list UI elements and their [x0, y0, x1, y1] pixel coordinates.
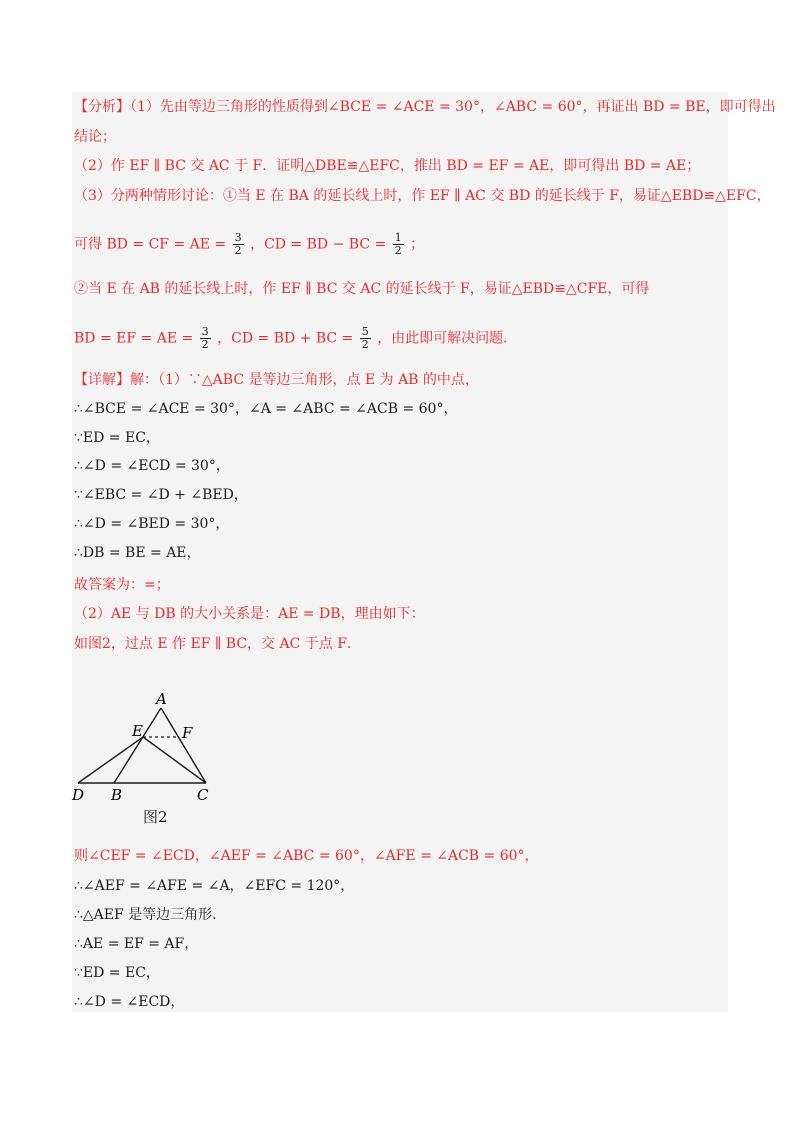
- analysis-line-3: （2）作 EF ∥ BC 交 AC 于 F．证明△DBE≌△EFC，推出 BD = EF = AE，即可得出 BD = AE；: [74, 158, 701, 174]
- label-d: D: [72, 786, 85, 804]
- after-line-4: ∴AE = EF = AF，: [74, 936, 199, 952]
- fraction-numerator: 3: [234, 231, 242, 244]
- detail-line-1: 【详解】解：（1）∵△ABC 是等边三角形，点 E 为 AB 的中点，: [74, 372, 479, 388]
- figure-caption: 图2: [143, 808, 168, 826]
- after-line-5: ∵ED = EC，: [74, 965, 160, 981]
- detail-line-5: ∵∠EBC = ∠D + ∠BED，: [74, 487, 248, 503]
- detail-line-8: 故答案为：=；: [74, 577, 170, 593]
- fraction-denominator: 2: [234, 244, 242, 257]
- fraction-denominator: 2: [201, 338, 209, 351]
- analysis-line-7: [74, 326, 517, 351]
- analysis-line-5-post: ；: [410, 236, 425, 253]
- detail-line-6: ∴∠D = ∠BED = 30°，: [74, 516, 230, 532]
- label-b: B: [111, 786, 123, 804]
- fraction-5-2: [360, 326, 371, 351]
- analysis-line-5-mid: ，CD = BD − BC =: [250, 236, 387, 253]
- analysis-line-7-pre: BD = EF = AE =: [74, 330, 194, 347]
- detail-line-3: ∵ED = EC，: [74, 430, 160, 446]
- analysis-line-7-mid: ，CD = BD + BC =: [217, 330, 354, 347]
- analysis-line-5: [74, 232, 424, 257]
- after-line-6: ∴∠D = ∠ECD，: [74, 994, 185, 1010]
- after-line-3: ∴△AEF 是等边三角形．: [74, 907, 227, 923]
- segment-ed: [78, 737, 143, 783]
- after-line-1: 则∠CEF = ∠ECD，∠AEF = ∠ABC = 60°，∠AFE = ∠ACB = 60°，: [74, 848, 539, 864]
- fraction-numerator: 3: [201, 325, 209, 338]
- detail-line-4: ∴∠D = ∠ECD = 30°，: [74, 458, 230, 474]
- fraction-numerator: 1: [394, 231, 402, 244]
- triangle-figure: [70, 688, 220, 804]
- segment-ac: [161, 708, 206, 783]
- fraction-3-2: [233, 232, 244, 257]
- fraction-3-2: [200, 326, 211, 351]
- analysis-line-1: 【分析】（1）先由等边三角形的性质得到∠BCE = ∠ACE = 30°，∠ABC = 60°，再证出 BD = BE，即可得出: [74, 99, 776, 115]
- label-e: E: [132, 722, 143, 740]
- after-line-2: ∴∠AEF = ∠AFE = ∠A，∠EFC = 120°，: [74, 878, 355, 894]
- segment-ec: [143, 737, 206, 783]
- analysis-line-7-post: ，由此即可解决问题．: [377, 330, 518, 347]
- label-a: A: [156, 690, 167, 708]
- detail-line-2: ∴∠BCE = ∠ACE = 30°，∠A = ∠ABC = ∠ACB = 60°，: [74, 401, 458, 417]
- fraction-numerator: 5: [361, 325, 369, 338]
- analysis-line-4: （3）分两种情形讨论：①当 E 在 BA 的延长线上时，作 EF ∥ AC 交 BD 的延长线于 F，易证△EBD≌△EFC，: [74, 188, 771, 204]
- detail-line-10: 如图2，过点 E 作 EF ∥ BC，交 AC 于点 F．: [74, 636, 361, 652]
- analysis-line-2: 结论；: [74, 129, 116, 145]
- detail-line-9: （2）AE 与 DB 的大小关系是：AE = DB，理由如下：: [74, 606, 425, 622]
- label-f: F: [182, 724, 193, 742]
- analysis-line-5-pre: 可得 BD = CF = AE =: [74, 236, 227, 253]
- fraction-denominator: 2: [361, 338, 369, 351]
- analysis-line-6: ②当 E 在 AB 的延长线上时，作 EF ∥ BC 交 AC 的延长线于 F，易证△EBD≌△CFE，可得: [74, 281, 650, 297]
- detail-line-7: ∴DB = BE = AE，: [74, 545, 201, 561]
- label-c: C: [197, 786, 209, 804]
- fraction-1-2: [393, 232, 404, 257]
- fraction-denominator: 2: [394, 244, 402, 257]
